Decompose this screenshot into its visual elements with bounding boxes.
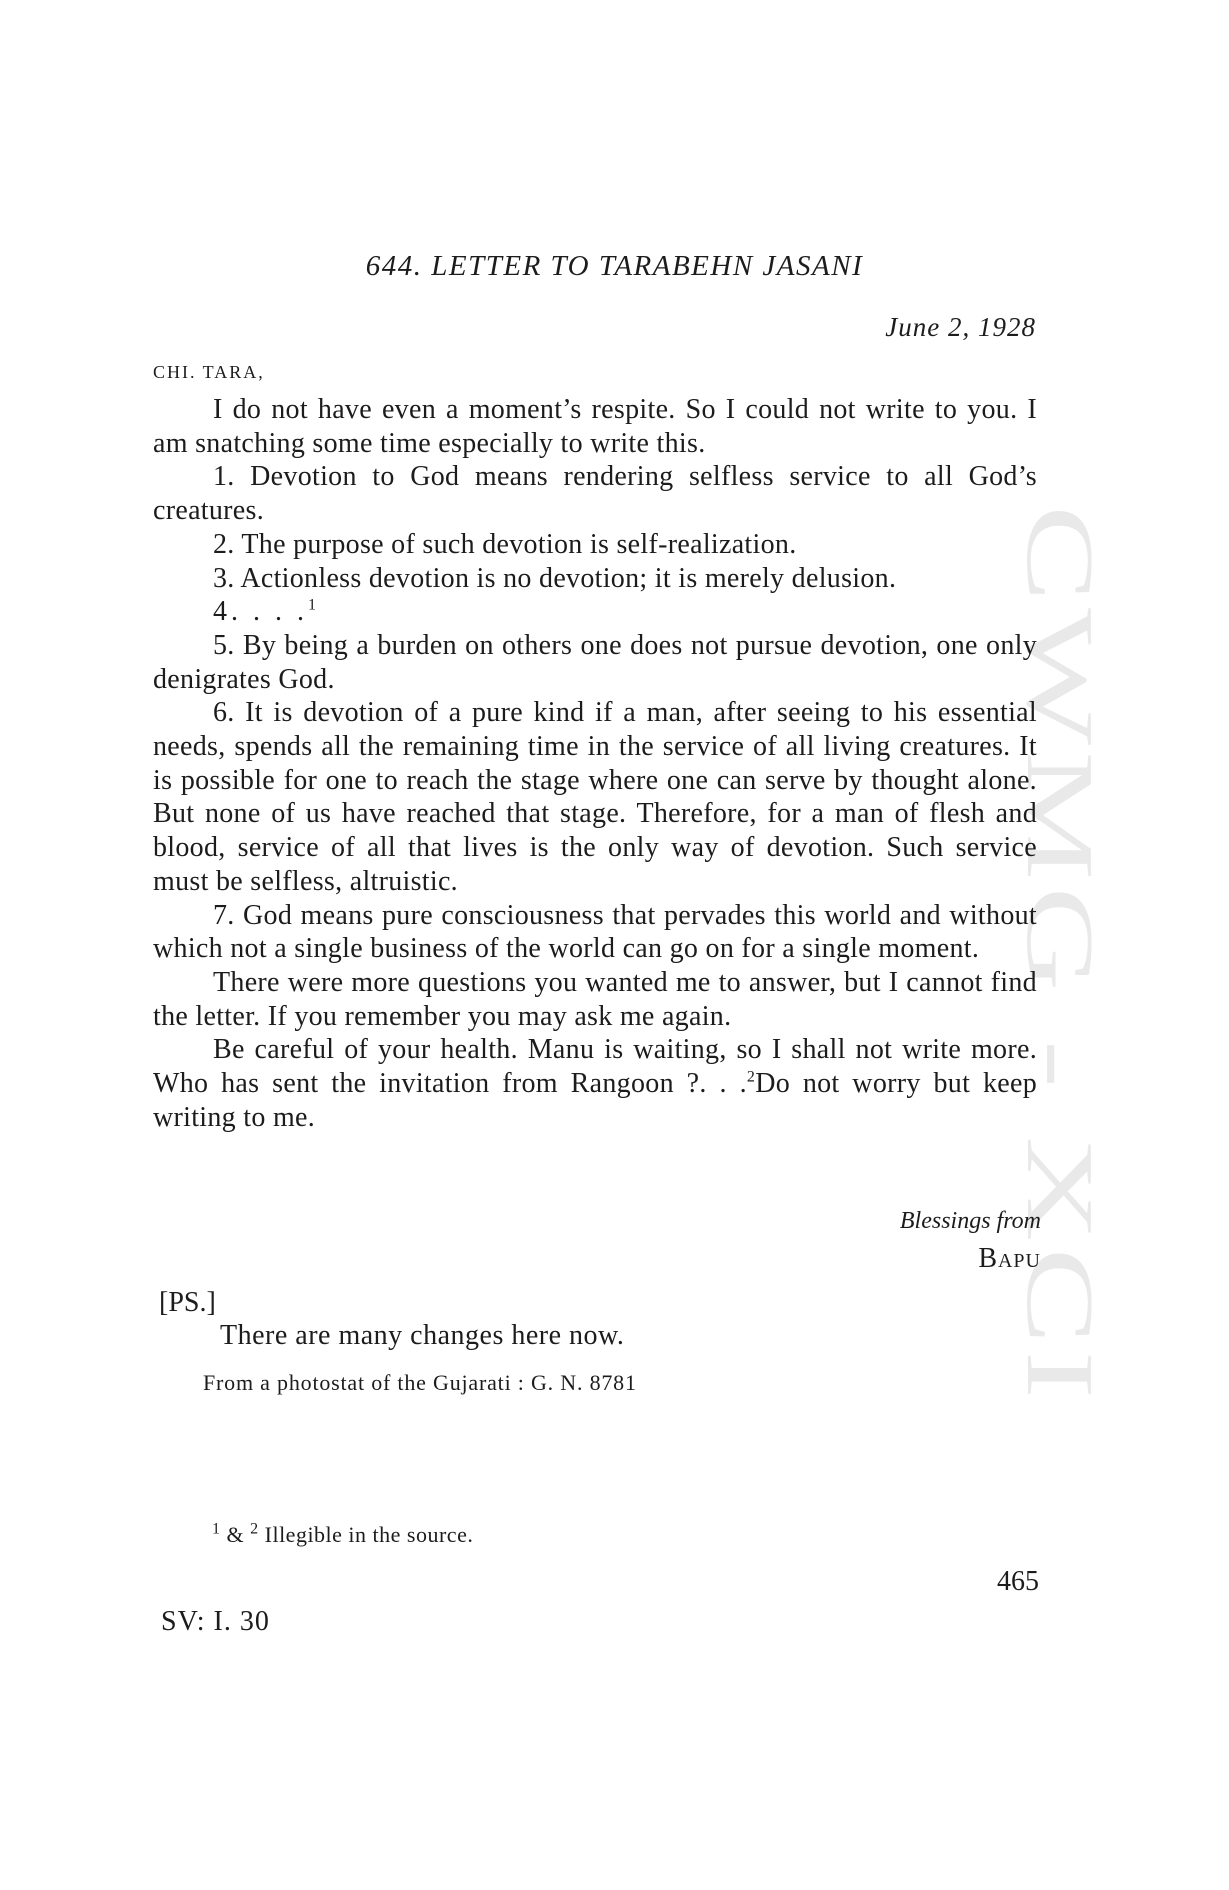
closing (900, 1208, 1041, 1275)
list-item: 5. By being a burden on others one does not pursue devotion, one only denigrates God. (153, 629, 1037, 695)
watermark-text: CWMG - XCI (1008, 505, 1108, 1100)
signature: Bapu (978, 1243, 1041, 1274)
paragraph-text: Be careful of your health. Manu is waiting, so I shall not write more. Who has sent the invitation from Rangoon ?. . . (153, 1034, 1037, 1100)
paragraph-text: Do not worry but keep writing to me. (153, 1068, 1037, 1133)
volume-reference: SV: I. 30 (161, 1606, 270, 1637)
source-note: From a photostat of the Gujarati : G. N. 8781 (203, 1370, 637, 1395)
paragraph: There were more questions you wanted me to answer, but I cannot find the letter. If you remember you may ask me again. (153, 966, 1037, 1032)
list-item-text: 4. . . . (213, 596, 308, 628)
list-item: 1. Devotion to God means rendering selfless service to all God’s creatures. (153, 461, 1037, 527)
footnote-ref-2[interactable]: 2 (746, 1068, 756, 1086)
letter-body (153, 393, 1037, 1134)
list-item: 3. Actionless devotion is no devotion; it is merely delusion. (213, 562, 897, 594)
ps-text: There are many changes here now. (220, 1320, 625, 1351)
list-item-4 (153, 595, 1037, 629)
footnote-text: Illegible in the source. (258, 1522, 474, 1547)
footnote-joiner: & (220, 1522, 251, 1547)
paragraph: I do not have even a moment’s respite. So I could not write to you. I am snatching some time especially to write this. (153, 394, 1037, 459)
ps-label: [PS.] (159, 1287, 216, 1318)
list-item: 6. It is devotion of a pure kind if a man, after seeing to his essential needs, spends all the remaining time in the service of all living creatures. It is possible for one to reach the stage where one can serve by thought alone. But none of us have reached that stage. Therefore, for a man of flesh and blood, service of all that lives is the only way of devotion. Such service must be selfless, altruistic. (153, 697, 1037, 897)
page-number: 465 (997, 1566, 1039, 1597)
footnote-mark: 2 (250, 1520, 259, 1538)
list-item: 2. The purpose of such devotion is self-realization. (213, 528, 797, 560)
footnote-ref-1[interactable]: 1 (308, 596, 320, 614)
footnote-mark: 1 (212, 1520, 221, 1538)
list-item: 7. God means pure consciousness that pervades this world and without which not a single business of the world can go on for a single moment. (153, 899, 1037, 965)
footnote (212, 1522, 473, 1548)
salutation: CHI. TARA, (153, 362, 265, 382)
letter-date: June 2, 1928 (885, 312, 1036, 342)
blessing: Blessings from (899, 1208, 1041, 1234)
paragraph-last (153, 1033, 1037, 1134)
letter-title: 644. LETTER TO TARABEHN JASANI (365, 250, 864, 282)
